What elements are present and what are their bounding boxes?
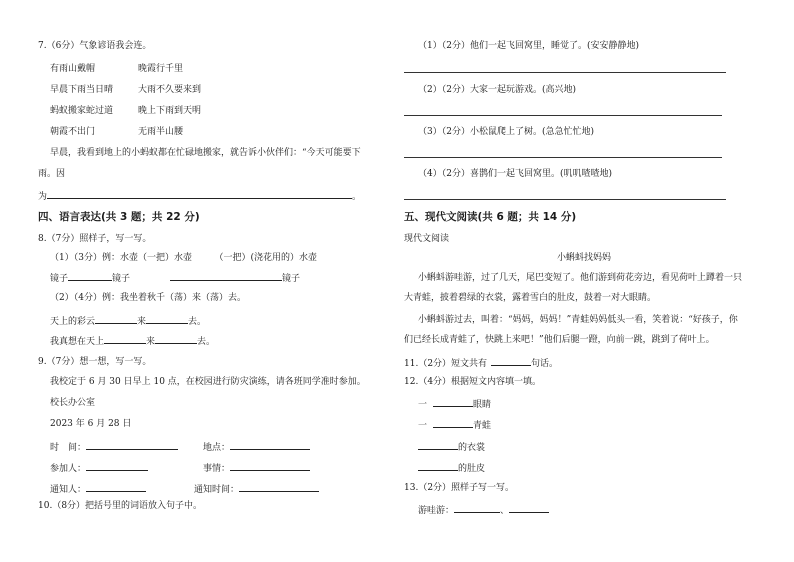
q8-title: 8.（7分）照样子，写一写。: [38, 234, 152, 244]
q7-proverb-left-4: 朝霞不出门: [50, 127, 96, 137]
q7-answer-blank[interactable]: [47, 189, 352, 199]
q10-item-4-answer-line[interactable]: [404, 199, 726, 200]
q8-sub1-blank-1[interactable]: [68, 271, 112, 281]
section-4-heading: 四、语言表达(共 3 题；共 22 分): [38, 211, 200, 223]
q7-proverb-right-4: 无雨半山腰: [138, 127, 184, 137]
q10-item-1: （1）（2分）他们一起飞回窝里，睡觉了。(安安静静地): [418, 41, 639, 51]
q9-notify-time-blank[interactable]: [239, 482, 319, 492]
q10-item-2-answer-line[interactable]: [404, 115, 722, 116]
q9-date: 2023 年 6 月 28 日: [50, 419, 132, 429]
story-line-3: 小蝌蚪游过去，叫着：“妈妈，妈妈！”青蛙妈妈低头一看，笑着说：“好孩子，你: [418, 315, 738, 325]
q10-item-3-answer-line[interactable]: [404, 157, 722, 158]
q13-blank-1[interactable]: [454, 503, 500, 513]
q7-answer-line: 为 。: [38, 189, 361, 203]
q7-proverb-left-3: 蚂蚁搬家蛇过道: [50, 106, 114, 116]
q12-title: 12.（4分）根据短文内容填一填。: [404, 377, 542, 387]
section-5-heading: 五、现代文阅读(共 6 题；共 14 分): [404, 211, 577, 223]
q9-matter-field: 事情：: [203, 461, 310, 475]
q7-proverb-left-1: 有雨山戴帽: [50, 64, 96, 74]
q9-notifier-field: 通知人：: [50, 482, 146, 496]
q10-item-2: （2）（2分）大家一起玩游戏。(高兴地): [418, 85, 576, 95]
q10-item-4: （4）（2分）喜鹊们一起飞回窝里。(叽叽喳喳地): [418, 169, 612, 179]
q8-sub2-blank-b2[interactable]: [155, 334, 197, 344]
q12-fill-4: 的肚皮: [418, 461, 485, 475]
q9-office: 校长办公室: [50, 398, 96, 408]
q12-fill-3: 的衣裳: [418, 440, 485, 454]
q9-notify-time-field: 通知时间：: [194, 482, 319, 496]
q7-title: 7.（6分）气象谚语我会连。: [38, 41, 152, 51]
q11-blank[interactable]: [491, 356, 531, 366]
q8-sub2-blank-a1[interactable]: [95, 314, 137, 324]
q13-title: 13.（2分）照样子写一写。: [404, 483, 515, 493]
q7-proverb-right-3: 晚上下雨到天明: [138, 106, 202, 116]
q8-sub2-example: （2）（4分）例：我坐着秋千（荡）来（荡）去。: [50, 293, 246, 303]
q12-fill-2: 一 青蛙: [418, 418, 491, 432]
q11-line: 11.（2分）短文共有 句话。: [404, 356, 558, 370]
story-line-1: 小蝌蚪游哇游，过了几天，尾巴变短了。他们游到荷花旁边，看见荷叶上蹲着一只: [418, 273, 743, 283]
q8-sub2-blank-b1[interactable]: [104, 334, 146, 344]
right-column: [404, 0, 764, 562]
story-line-2: 大青蛙，披着碧绿的衣裳，露着雪白的肚皮，鼓着一对大眼睛。: [404, 293, 657, 303]
reading-label: 现代文阅读: [404, 234, 450, 244]
q8-sub2-line-b: 我真想在天上 来 去。: [50, 334, 215, 348]
story-title: 小蝌蚪找妈妈: [556, 253, 611, 263]
q7-paragraph-line1: 早晨，我看到地上的小蚂蚁都在忙碌地搬家，就告诉小伙伴们：“今天可能要下: [50, 148, 361, 158]
q9-place-field: 地点：: [203, 440, 310, 454]
q9-notice-text: 我校定于 6 月 30 日早上 10 点，在校园进行防灾演练，请各班同学准时参加。: [50, 377, 366, 387]
q9-time-blank[interactable]: [86, 440, 178, 450]
q8-sub1-example: （1）（3分）例：水壶（一把）水壶 （一把）(浇花用的）水壶: [50, 253, 317, 263]
q8-sub1-fill-line: 镜子 镜子 镜子: [50, 271, 300, 285]
q7-proverb-left-2: 早晨下雨当日晴: [50, 85, 114, 95]
q9-place-blank[interactable]: [230, 440, 310, 450]
q12-blank-2[interactable]: [433, 418, 473, 428]
q9-title: 9.（7分）想一想，写一写。: [38, 357, 152, 367]
q7-paragraph-line2: 雨。因: [38, 169, 66, 179]
q7-proverb-right-2: 大雨不久要来到: [138, 85, 202, 95]
q12-blank-3[interactable]: [418, 440, 458, 450]
q12-blank-1[interactable]: [433, 397, 473, 407]
q12-fill-1: 一 眼睛: [418, 397, 491, 411]
q9-notifier-blank[interactable]: [86, 482, 146, 492]
q13-blank-2[interactable]: [509, 503, 549, 513]
q9-time-field: 时 间：: [50, 440, 178, 454]
q9-people-blank[interactable]: [86, 461, 148, 471]
q9-matter-blank[interactable]: [230, 461, 310, 471]
q10-title: 10.（8分）把括号里的词语放入句子中。: [38, 501, 203, 511]
q7-proverb-right-1: 晚霞行千里: [138, 64, 184, 74]
q12-blank-4[interactable]: [418, 461, 458, 471]
q9-people-field: 参加人：: [50, 461, 148, 475]
q8-sub1-blank-2[interactable]: [170, 271, 282, 281]
q8-sub2-line-a: 天上的彩云 来 去。: [50, 314, 206, 328]
q10-item-3: （3）（2分）小松鼠爬上了树。(急急忙忙地): [418, 127, 594, 137]
q10-item-1-answer-line[interactable]: [404, 72, 726, 73]
story-line-4: 们已经长成青蛙了，快跳上来吧！”他们后腿一蹬，向前一跳，跳到了荷叶上。: [404, 335, 715, 345]
q8-sub2-blank-a2[interactable]: [146, 314, 188, 324]
left-column: [38, 0, 398, 562]
q13-line-a: 游哇游： 、: [418, 503, 549, 517]
